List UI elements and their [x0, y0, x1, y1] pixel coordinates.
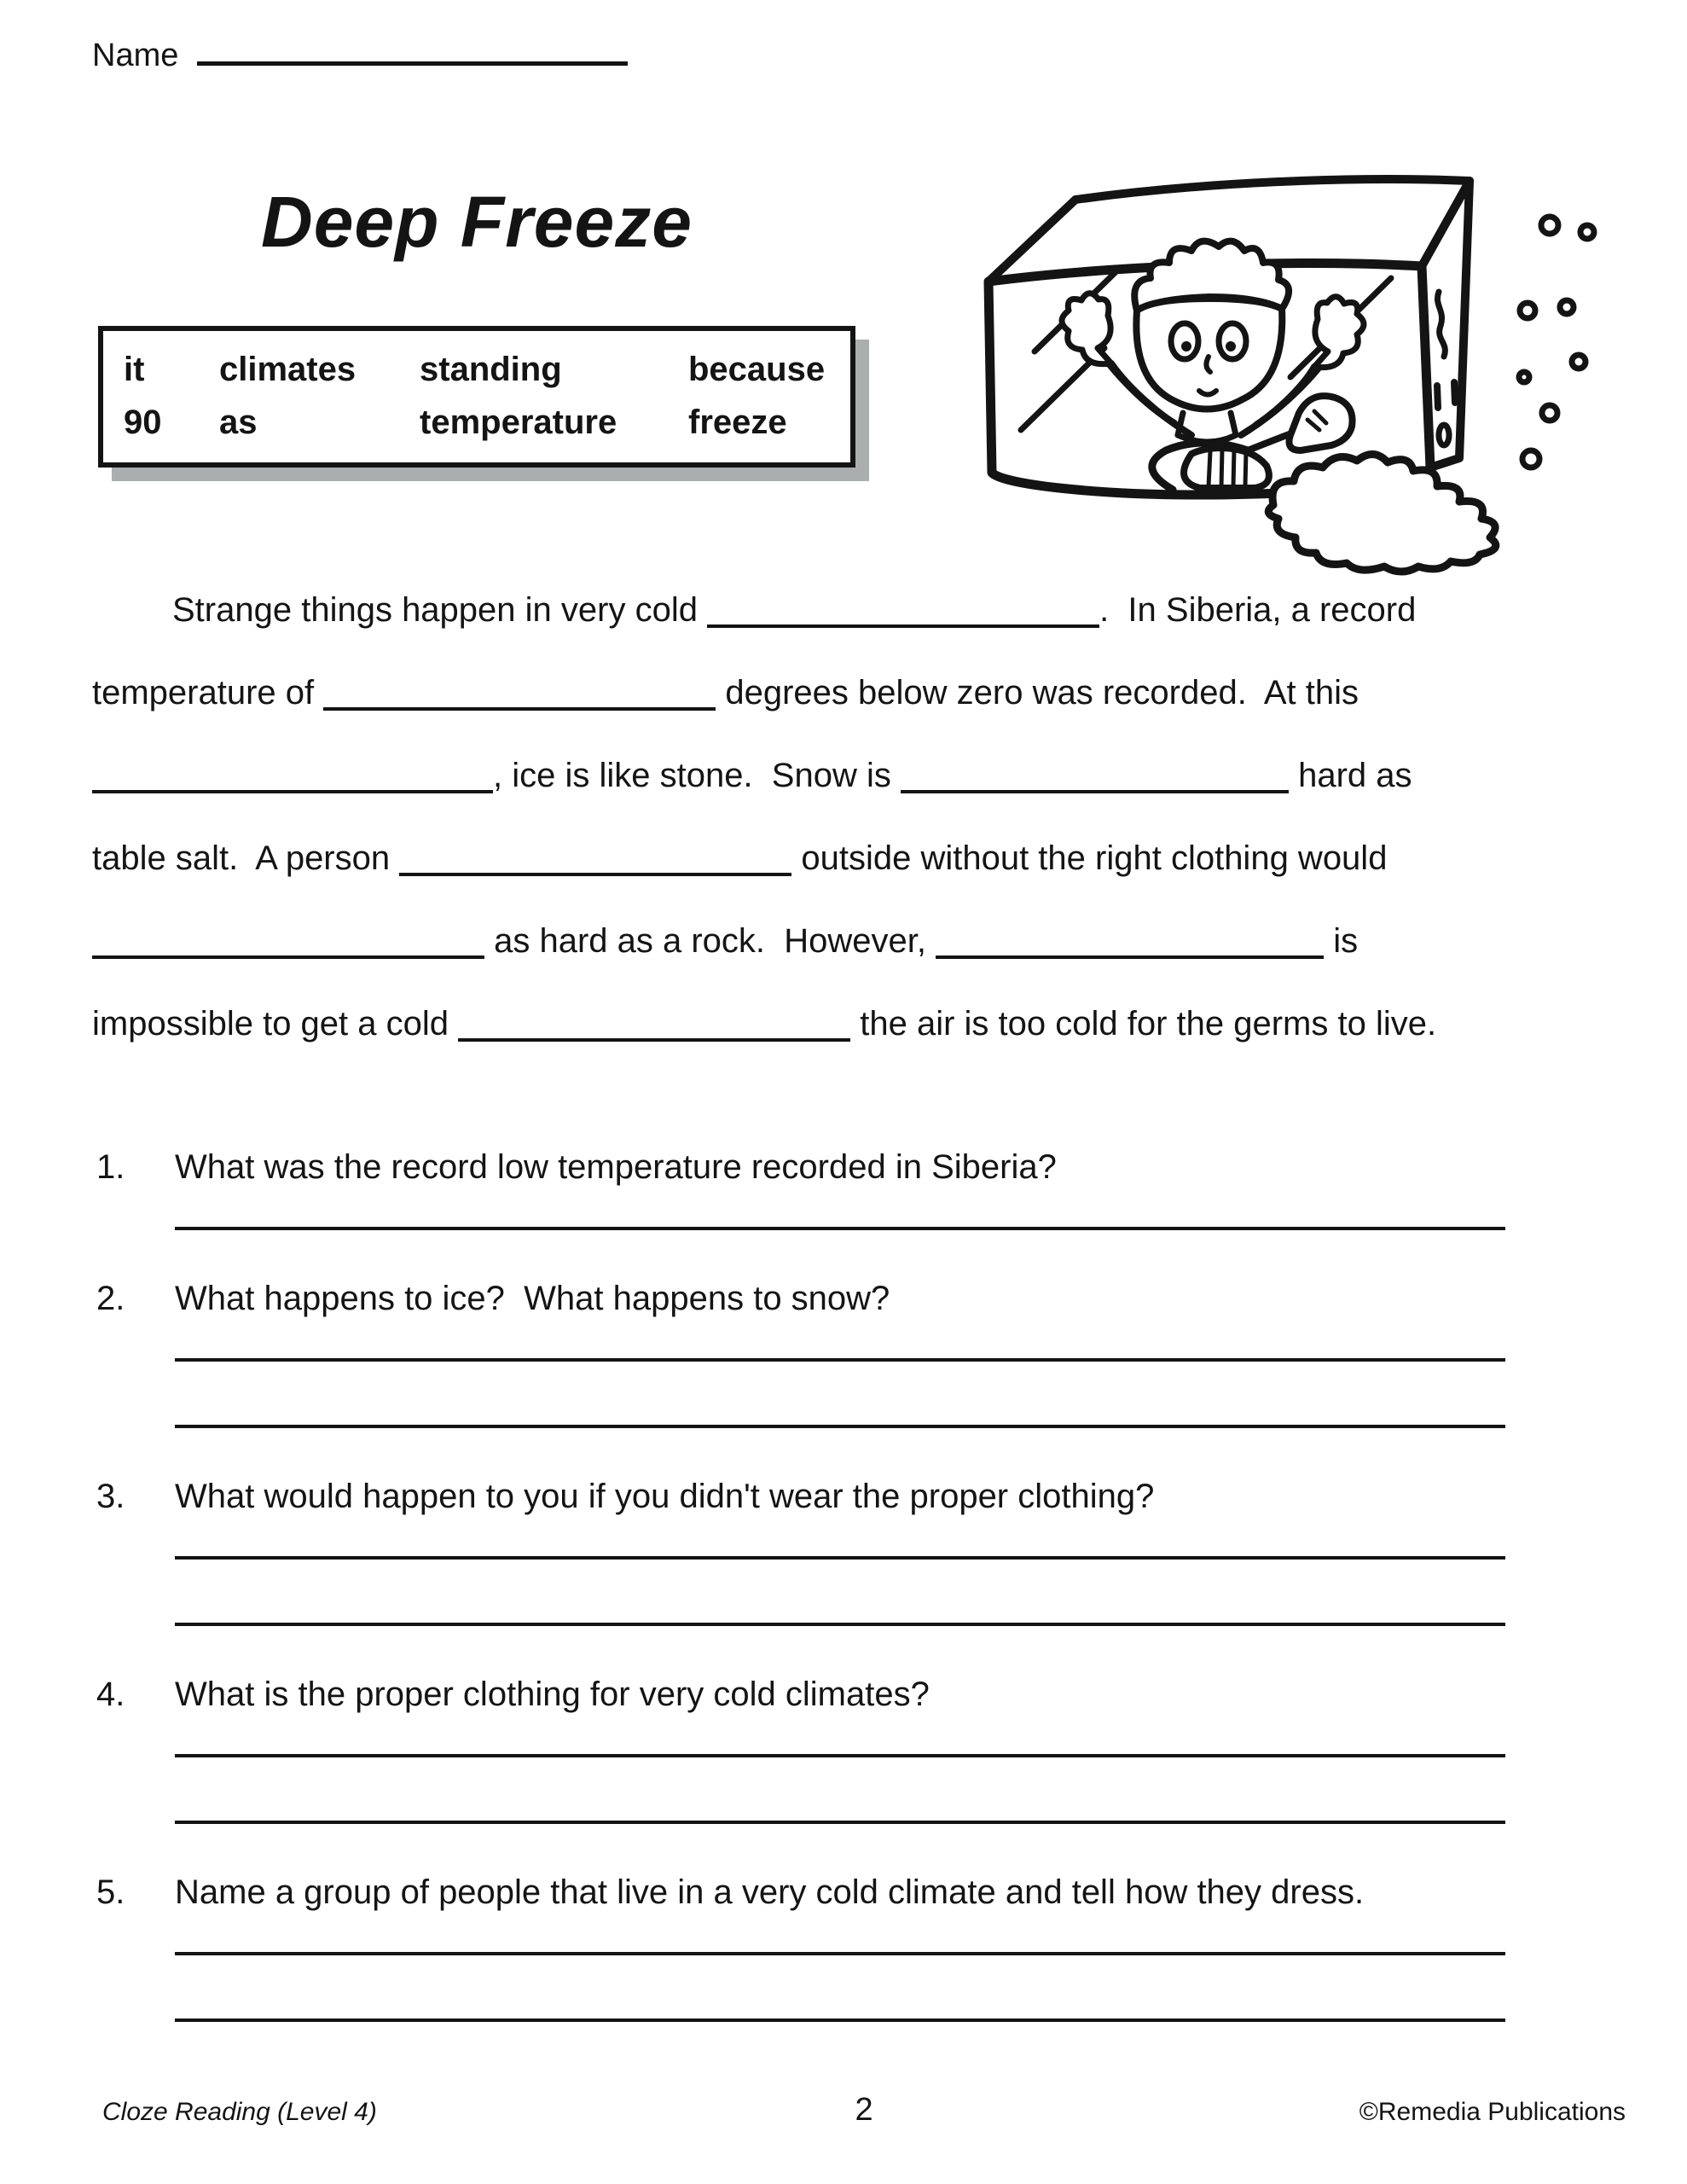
question-block	[64, 1276, 1514, 1428]
word-bank-word: 90	[124, 404, 162, 441]
question-number: 2.	[96, 1280, 125, 1317]
paragraph-text: , ice is like stone. Snow is	[493, 757, 901, 794]
answer-line[interactable]	[175, 1425, 1505, 1428]
question-text: What would happen to you if you didn't wear the proper clothing?	[175, 1478, 1155, 1515]
word-bank-word: it	[124, 351, 145, 388]
question-text: What was the record low temperature recorded in Siberia?	[175, 1148, 1057, 1186]
word-bank-word: because	[688, 351, 826, 388]
cloze-blank[interactable]	[323, 699, 716, 711]
illustration-container	[917, 96, 1659, 590]
cloze-paragraph	[92, 589, 1525, 1085]
paragraph-line	[92, 920, 1525, 1002]
name-row	[92, 31, 628, 74]
questions	[64, 1145, 1514, 2022]
footer-copyright: ©Remedia Publications	[1359, 2098, 1626, 2126]
answer-line[interactable]	[175, 1754, 1505, 1757]
question-row	[64, 1672, 1514, 1716]
question-text: What is the proper clothing for very cold climates?	[175, 1676, 930, 1713]
word-bank-word: standing	[420, 351, 562, 388]
answer-line[interactable]	[175, 1821, 1505, 1824]
paragraph-text: hard as	[1288, 757, 1412, 794]
question-block	[64, 1145, 1514, 1230]
paragraph-text: as hard as a rock. However,	[484, 922, 936, 960]
word-bank-word: freeze	[688, 404, 787, 441]
footer-series-label: Cloze Reading (Level 4)	[102, 2098, 377, 2126]
cloze-blank[interactable]	[936, 947, 1324, 959]
paragraph-text: table salt. A person	[92, 839, 400, 877]
question-text: What happens to ice? What happens to snow?	[175, 1280, 890, 1317]
page-footer	[102, 2092, 1626, 2129]
answer-line[interactable]	[175, 1952, 1505, 1955]
question-number: 4.	[96, 1676, 125, 1713]
cloze-blank[interactable]	[901, 781, 1289, 793]
question-text: Name a group of people that live in a very cold climate and tell how they dress.	[175, 1873, 1365, 1911]
answer-line[interactable]	[175, 1227, 1505, 1230]
paragraph-text: impossible to get a cold	[92, 1005, 459, 1043]
paragraph-text: outside without the right clothing would	[791, 839, 1388, 877]
answer-line[interactable]	[175, 1623, 1505, 1626]
question-row	[64, 1474, 1514, 1519]
word-bank-word: temperature	[420, 404, 617, 441]
word-bank-word: as	[219, 404, 258, 441]
question-row	[64, 1145, 1514, 1189]
name-input-line[interactable]	[197, 31, 628, 66]
paragraph-text: Strange things happen in very cold	[172, 591, 708, 629]
name-label: Name	[92, 38, 179, 73]
word-bank	[98, 326, 855, 468]
question-number: 5.	[96, 1873, 125, 1911]
paragraph-text: degrees below zero was recorded. At this	[716, 674, 1359, 712]
question-block	[64, 1870, 1514, 2022]
cloze-blank[interactable]	[399, 864, 791, 876]
cloze-blank[interactable]	[707, 616, 1099, 628]
question-row	[64, 1276, 1514, 1321]
answer-line[interactable]	[175, 1556, 1505, 1560]
page-title: Deep Freeze	[261, 182, 693, 262]
paragraph-line	[92, 671, 1525, 754]
paragraph-text: the air is too cold for the germs to live.	[850, 1005, 1437, 1043]
paragraph-text: temperature of	[92, 674, 324, 712]
question-block	[64, 1672, 1514, 1824]
paragraph-line	[92, 1002, 1525, 1085]
paragraph-line	[92, 589, 1525, 671]
word-bank-word: climates	[219, 351, 357, 388]
paragraph-line	[92, 754, 1525, 837]
paragraph-line	[92, 837, 1525, 920]
question-number: 3.	[96, 1478, 125, 1515]
paragraph-text: . In Siberia, a record	[1099, 591, 1417, 629]
page-number: 2	[855, 2092, 873, 2128]
boy-frozen-in-ice-cube-illustration	[917, 96, 1659, 590]
cloze-blank[interactable]	[92, 781, 493, 793]
paragraph-text: is	[1324, 922, 1359, 960]
question-number: 1.	[96, 1148, 125, 1186]
question-row	[64, 1870, 1514, 1914]
answer-line[interactable]	[175, 1358, 1505, 1362]
answer-line[interactable]	[175, 2018, 1505, 2022]
question-block	[64, 1474, 1514, 1626]
word-bank-grid	[124, 343, 850, 449]
cloze-blank[interactable]	[92, 947, 484, 959]
cloze-blank[interactable]	[458, 1030, 850, 1042]
